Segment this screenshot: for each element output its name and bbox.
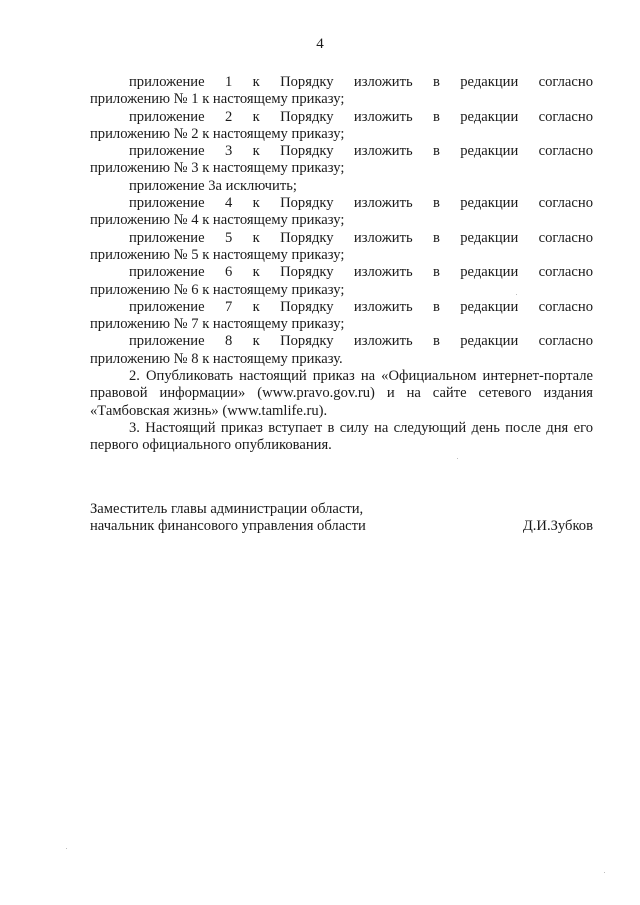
amendment-line: приложение 2 к Порядку изложить в редакции согласно <box>129 108 593 125</box>
signatory-name: Д.И.Зубков <box>522 518 593 534</box>
amendment-line: приложение 1 к Порядку изложить в редакции согласно <box>129 74 593 90</box>
signatory-position-line1: Заместитель главы администрации области, <box>90 501 364 517</box>
signatory-position <box>90 501 366 535</box>
amendment-line: приложение 8 к Порядку изложить в редакции согласно <box>129 333 593 350</box>
page-number: 4 <box>316 36 324 52</box>
amendment-item-3a: приложение 3а исключить; <box>129 177 297 194</box>
amendment-line: приложение 7 к Порядку изложить в редакции согласно <box>129 298 593 315</box>
amendment-item-1 <box>90 74 593 109</box>
amendment-item-2 <box>90 109 593 144</box>
amendment-line: приложение 6 к Порядку изложить в редакции согласно <box>129 264 593 281</box>
amendment-line-continuation: приложению № 3 к настоящему приказу; <box>90 160 345 177</box>
amendment-line: приложение 4 к Порядку изложить в редакции согласно <box>129 195 593 212</box>
amendment-line-continuation: приложению № 6 к настоящему приказу; <box>90 281 345 298</box>
amendment-line: приложение 3 к Порядку изложить в редакции согласно <box>129 143 593 160</box>
amendment-item-8 <box>90 333 593 368</box>
amendment-line-continuation: приложению № 5 к настоящему приказу; <box>90 246 345 263</box>
amendment-line: приложение 5 к Порядку изложить в редакции согласно <box>129 229 593 246</box>
amendment-line-continuation: приложению № 8 к настоящему приказу. <box>90 350 343 367</box>
paragraph-publication: 2. Опубликовать настоящий приказ на «Официальном интернет-портале правовой информации» (www.pravo.gov.ru) и на сайте сетевого издания «Тамбовская жизнь» (www.tamlife.ru). <box>90 368 593 419</box>
scan-speck <box>457 458 458 459</box>
paragraph-effective-date: 3. Настоящий приказ вступает в силу на следующий день после дня его первого официального опубликования. <box>90 419 593 454</box>
amendment-item-5 <box>90 230 593 265</box>
scan-speck <box>66 848 67 849</box>
amendment-line-continuation: приложению № 7 к настоящему приказу; <box>90 316 345 333</box>
document-body <box>90 74 593 455</box>
amendment-line-continuation: приложению № 2 к настоящему приказу; <box>90 125 345 142</box>
scan-speck <box>604 872 605 873</box>
scan-speck <box>516 294 517 295</box>
amendment-item-6 <box>90 264 593 299</box>
amendment-line-continuation: приложению № 4 к настоящему приказу; <box>90 212 345 229</box>
amendment-item-3 <box>90 143 593 178</box>
amendment-line-continuation: приложению № 1 к настоящему приказу; <box>90 91 345 108</box>
amendment-item-7 <box>90 299 593 334</box>
signature-block <box>90 501 593 535</box>
signatory-position-line2: начальник финансового управления области <box>90 518 366 534</box>
amendment-item-4 <box>90 195 593 230</box>
